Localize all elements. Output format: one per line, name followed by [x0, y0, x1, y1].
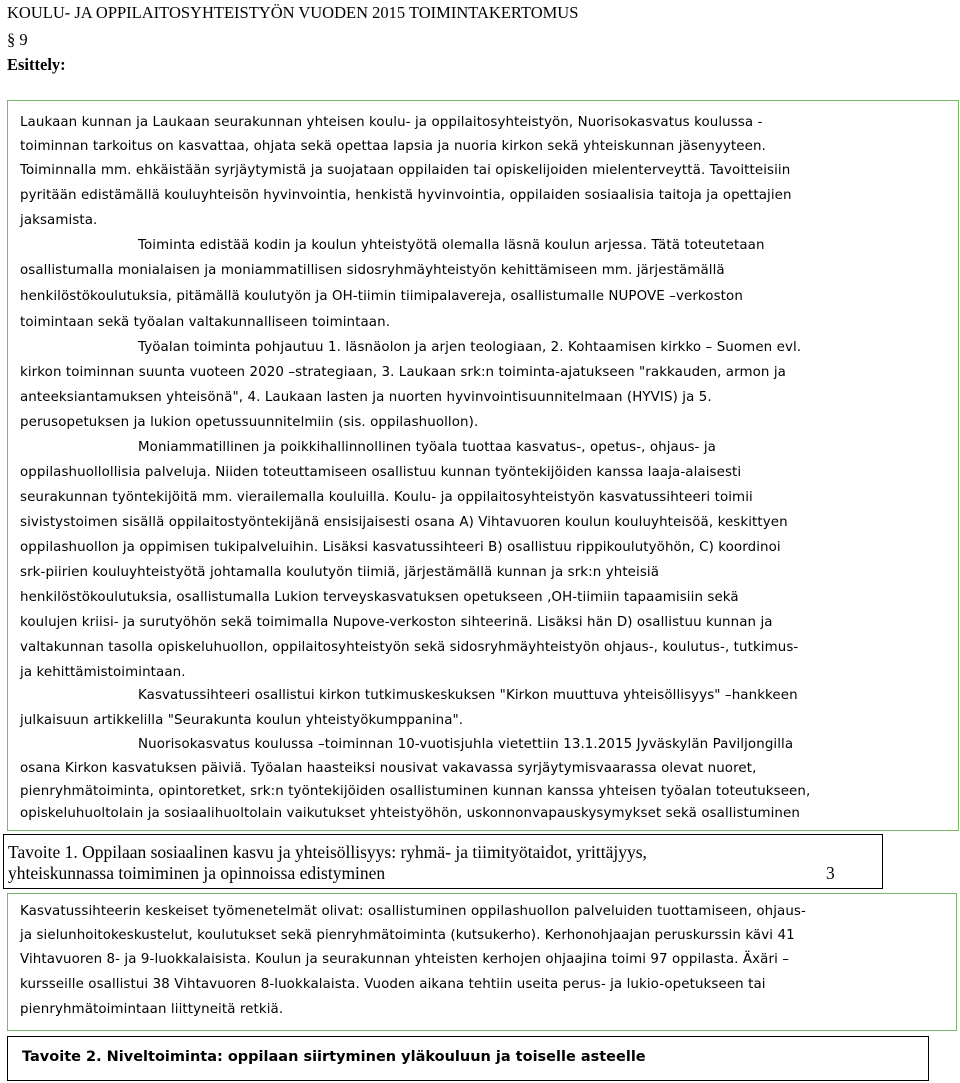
goal2-heading: Tavoite 2. Niveltoiminta: oppilaan siirtyminen yläkouluun ja toiselle asteelle — [22, 1049, 646, 1065]
text-line: Vihtavuoren 8- ja 9-luokkalaisista. Koulun ja seurakunnan yhteisten kerhojen ohjaajina toimi 97 oppilasta. Äxäri – — [20, 952, 790, 967]
text-line: ja kehittämistoimintaan. — [20, 665, 186, 680]
text-line: ja sielunhoitokeskustelut, koulutukset sekä pienryhmätoiminta (kutsukerho). Kerhonohjaajan peruskurssin kävi 41 — [20, 928, 795, 943]
text-line: Kasvatussihteeri osallistui kirkon tutkimuskeskuksen "Kirkon muuttuva yhteisöllisyys" –hankkeen — [138, 688, 798, 703]
text-line: koulujen kriisi- ja surutyöhön sekä toimimalla Nupove-verkoston sihteerinä. Lisäksi hän D) osallistuu kunnan ja — [20, 615, 773, 630]
text-line: opiskeluhuoltolain ja sosiaalihuoltolain vaikutukset yhteistyöhön, uskonnonvapauskysymykset sekä osallistuminen — [20, 806, 800, 821]
goal1-heading-line2: yhteiskunnassa toimiminen ja opinnoissa edistyminen — [8, 863, 386, 883]
text-line: osana Kirkon kasvatuksen päiviä. Työalan haasteiksi nousivat vakavassa syrjäytymisvaarassa olevat nuoret, — [20, 761, 757, 776]
text-line: Moniammatillinen ja poikkihallinnollinen työala tuottaa kasvatus-, opetus-, ohjaus- ja — [138, 440, 716, 455]
goal1-number: 3 — [826, 863, 835, 883]
text-line: henkilöstökoulutuksia, pitämällä koulutyön ja OH-tiimin tiimipalavereja, osallistumalle NUPOVE –verkoston — [20, 289, 743, 304]
goal2-heading-box — [7, 1036, 929, 1081]
text-line: Toiminta edistää kodin ja koulun yhteistyötä olemalla läsnä koulun arjessa. Tätä toteutetaan — [138, 238, 765, 253]
text-line: osallistumalla monialaisen ja moniammatillisen sidosryhmäyhteistyön kehittämiseen mm. järjestämällä — [20, 263, 725, 278]
text-line: pienryhmätoimintaan liittyneitä retkiä. — [20, 1002, 284, 1017]
text-line: seurakunnan työntekijöitä mm. vierailemalla kouluilla. Koulu- ja oppilaitosyhteistyön kasvatussihteeri toimii — [20, 490, 753, 505]
document-title: KOULU- JA OPPILAITOSYHTEISTYÖN VUODEN 2015 TOIMINTAKERTOMUS — [7, 3, 579, 22]
text-line: henkilöstökoulutuksia, osallistumalla Lukion terveyskasvatuksen opetukseen ,OH-tiimiin tapaamisiin sekä — [20, 590, 739, 605]
text-line: sivistystoimen sisällä oppilaitostyöntekijänä ensisijaisesti osana A) Vihtavuoren koulun kouluyhteisöä, keskittyen — [20, 515, 788, 530]
text-line: anteeksiantamuksen yhteisönä", 4. Laukaan lasten ja nuorten hyvinvointisuunnitelmaan (HYVIS) ja 5. — [20, 390, 712, 405]
goal1-text-box — [7, 893, 957, 1031]
text-line: perusopetuksen ja lukion opetussuunnitelmiin (sis. oppilashuollon). — [20, 415, 479, 430]
text-line: toiminnan tarkoitus on kasvattaa, ohjata sekä opettaa lapsia ja nuoria kirkon sekä yhteiskunnan jäsenyyteen. — [20, 139, 766, 154]
text-line: valtakunnan tasolla opiskeluhuollon, oppilaitosyhteistyön sekä sidosryhmäyhteistyön ohjaus-, koulutus-, tutkimus- — [20, 640, 799, 655]
text-line: kursseille osallistui 38 Vihtavuoren 8-luokkalaista. Vuoden aikana tehtiin useita perus- ja lukio-opetukseen tai — [20, 977, 766, 992]
text-line: Laukaan kunnan ja Laukaan seurakunnan yhteisen koulu- ja oppilaitosyhteistyön, Nuorisokasvatus koulussa - — [20, 115, 763, 130]
goal1-heading-line1: Tavoite 1. Oppilaan sosiaalinen kasvu ja yhteisöllisyys: ryhmä- ja tiimityötaidot, yrittäjyys, — [8, 842, 647, 862]
text-line: Toiminnalla mm. ehkäistään syrjäytymistä ja suojataan oppilaiden tai opiskelijoiden mielenterveyttä. Tavoitteisiin — [20, 163, 791, 178]
esittely-label: Esittely: — [7, 55, 66, 74]
text-line: toimintaan sekä työalan valtakunnalliseen toimintaan. — [20, 315, 391, 330]
section-number: § 9 — [7, 30, 28, 49]
text-line: pyritään edistämällä kouluyhteisön hyvinvointia, henkistä hyvinvointia, oppilaiden sosiaalisia taitoja ja opettajien — [20, 188, 792, 203]
text-line: pienryhmätoiminta, opintoretket, srk:n työntekijöiden osallistuminen kunnan kanssa yhteisen työalan toteutukseen, — [20, 784, 811, 799]
text-line: oppilashuollollisia palveluja. Niiden toteuttamiseen osallistuu kunnan työntekijöiden kanssa laaja-alaisesti — [20, 465, 742, 480]
text-line: oppilashuollon ja oppimisen tukipalveluihin. Lisäksi kasvatussihteeri B) osallistuu rippikoulutyöhön, C) koordinoi — [20, 540, 781, 555]
text-line: Nuorisokasvatus koulussa –toiminnan 10-vuotisjuhla vietettiin 13.1.2015 Jyväskylän Paviljongilla — [138, 737, 794, 752]
text-line: julkaisuun artikkelilla "Seurakunta koulun yhteistyökumppanina". — [20, 713, 464, 728]
text-line: srk-piirien kouluyhteistyötä johtamalla koulutyön tiimiä, järjestämällä kunnan ja srk:n yhteisiä — [20, 565, 660, 580]
text-line: Työalan toiminta pohjautuu 1. läsnäolon ja arjen teologiaan, 2. Kohtaamisen kirkko – Suomen evl. — [138, 340, 802, 355]
text-line: kirkon toiminnan suunta vuoteen 2020 –strategiaan, 3. Laukaan srk:n toiminta-ajatukseen "rakkauden, armon ja — [20, 365, 786, 380]
text-line: Kasvatussihteerin keskeiset työmenetelmät olivat: osallistuminen oppilashuollon palveluiden tuottamiseen, ohjaus- — [20, 904, 806, 919]
main-text-box — [7, 100, 959, 831]
goal1-heading-box — [3, 834, 883, 889]
text-line: jaksamista. — [20, 213, 98, 228]
